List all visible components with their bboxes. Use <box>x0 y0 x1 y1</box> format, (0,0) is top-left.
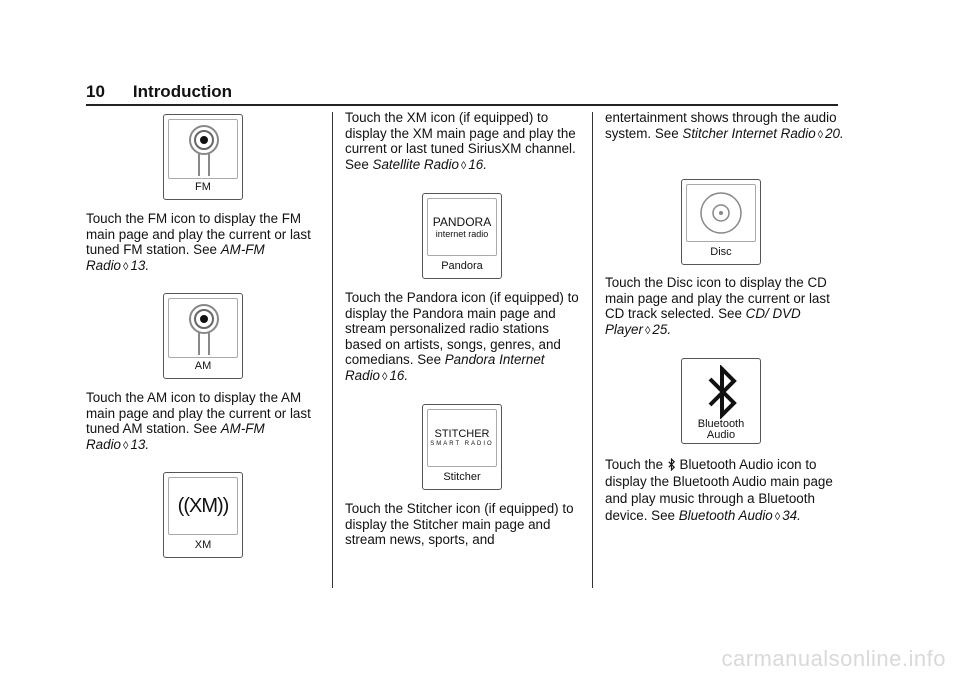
am-label: AM <box>194 360 212 372</box>
xref-bluetooth-audio[interactable]: Bluetooth Audio <box>678 508 773 523</box>
page-number: 10 <box>86 82 105 101</box>
stitcher-paragraph: Touch the Stitcher icon (if equipped) to display the Stitcher main page and stream news, sports, and <box>345 501 574 548</box>
pandora-paragraph: Touch the Pandora icon (if equipped) to display the Pandora main page and stream personalized radio stations based on artists, songs, genres, and comedians. See Pandora Internet Radio ◊ 16. <box>345 290 579 383</box>
bluetooth-audio-icon <box>681 358 761 444</box>
xref-pandora-internet-radio[interactable]: Pandora Internet Radio <box>345 352 545 383</box>
column-divider-1 <box>332 112 333 588</box>
pandora-icon <box>422 193 502 279</box>
stitcher-icon <box>422 404 502 490</box>
section-title: Introduction <box>132 82 233 101</box>
column-divider-2 <box>592 112 593 588</box>
fm-icon <box>163 114 243 200</box>
disc-label: Disc <box>710 246 732 258</box>
bluetooth-inline-icon <box>667 458 676 471</box>
antenna-icon <box>169 120 239 178</box>
cd-icon <box>696 188 746 238</box>
pandora-subtitle: internet radio <box>435 228 489 239</box>
bluetooth-label-line2: Audio <box>706 429 736 441</box>
bluetooth-label-line1: Bluetooth <box>697 418 745 430</box>
xref-cd-dvd-player[interactable]: CD/ DVD Player <box>605 306 801 337</box>
disc-paragraph: Touch the Disc icon to display the CD main page and play the current or last CD track selected. See CD/ DVD Player ◊ 25. <box>605 275 830 337</box>
am-icon <box>163 293 243 379</box>
xref-am-fm-radio[interactable]: AM-FM Radio <box>86 421 265 452</box>
stitcher-label: Stitcher <box>443 471 481 483</box>
xref-am-fm-radio[interactable]: AM-FM Radio <box>86 242 265 273</box>
disc-icon <box>681 179 761 265</box>
stitcher-logo: STITCHER <box>434 428 490 440</box>
xref-satellite-radio[interactable]: Satellite Radio <box>372 156 459 172</box>
watermark: carmanualsonline.info <box>721 646 946 671</box>
xm-label: XM <box>194 539 212 551</box>
xref-stitcher-internet-radio[interactable]: Stitcher Internet Radio <box>682 125 816 141</box>
fm-paragraph: Touch the FM icon to display the FM main page and play the current or last tuned FM station. See AM-FM Radio ◊ 13. <box>86 211 311 273</box>
xm-logo: ((XM)) <box>177 494 229 517</box>
stitcher-subtitle: SMART RADIO <box>430 441 494 447</box>
stitcher-paragraph-continued: entertainment shows through the audio system. See Stitcher Internet Radio ◊ 20. <box>605 110 844 141</box>
bluetooth-paragraph: Touch the Bluetooth Audio icon to display the Bluetooth Audio main page and play music through a Bluetooth device. See Bluetooth Audio ◊ 34. <box>605 457 833 523</box>
pandora-label: Pandora <box>441 260 483 272</box>
fm-label: FM <box>195 181 211 193</box>
header-rule <box>86 104 838 106</box>
am-paragraph: Touch the AM icon to display the AM main page and play the current or last tuned AM station. See AM-FM Radio ◊ 13. <box>86 390 311 452</box>
xm-paragraph: Touch the XM icon (if equipped) to display the XM main page and play the current or last tuned SiriusXM channel. See Satellite Radio ◊ 16. <box>345 110 576 172</box>
pandora-logo: PANDORA <box>432 214 492 229</box>
antenna-icon <box>169 299 239 357</box>
bluetooth-icon <box>702 365 742 419</box>
xm-icon <box>163 472 243 558</box>
page-header <box>86 82 232 102</box>
